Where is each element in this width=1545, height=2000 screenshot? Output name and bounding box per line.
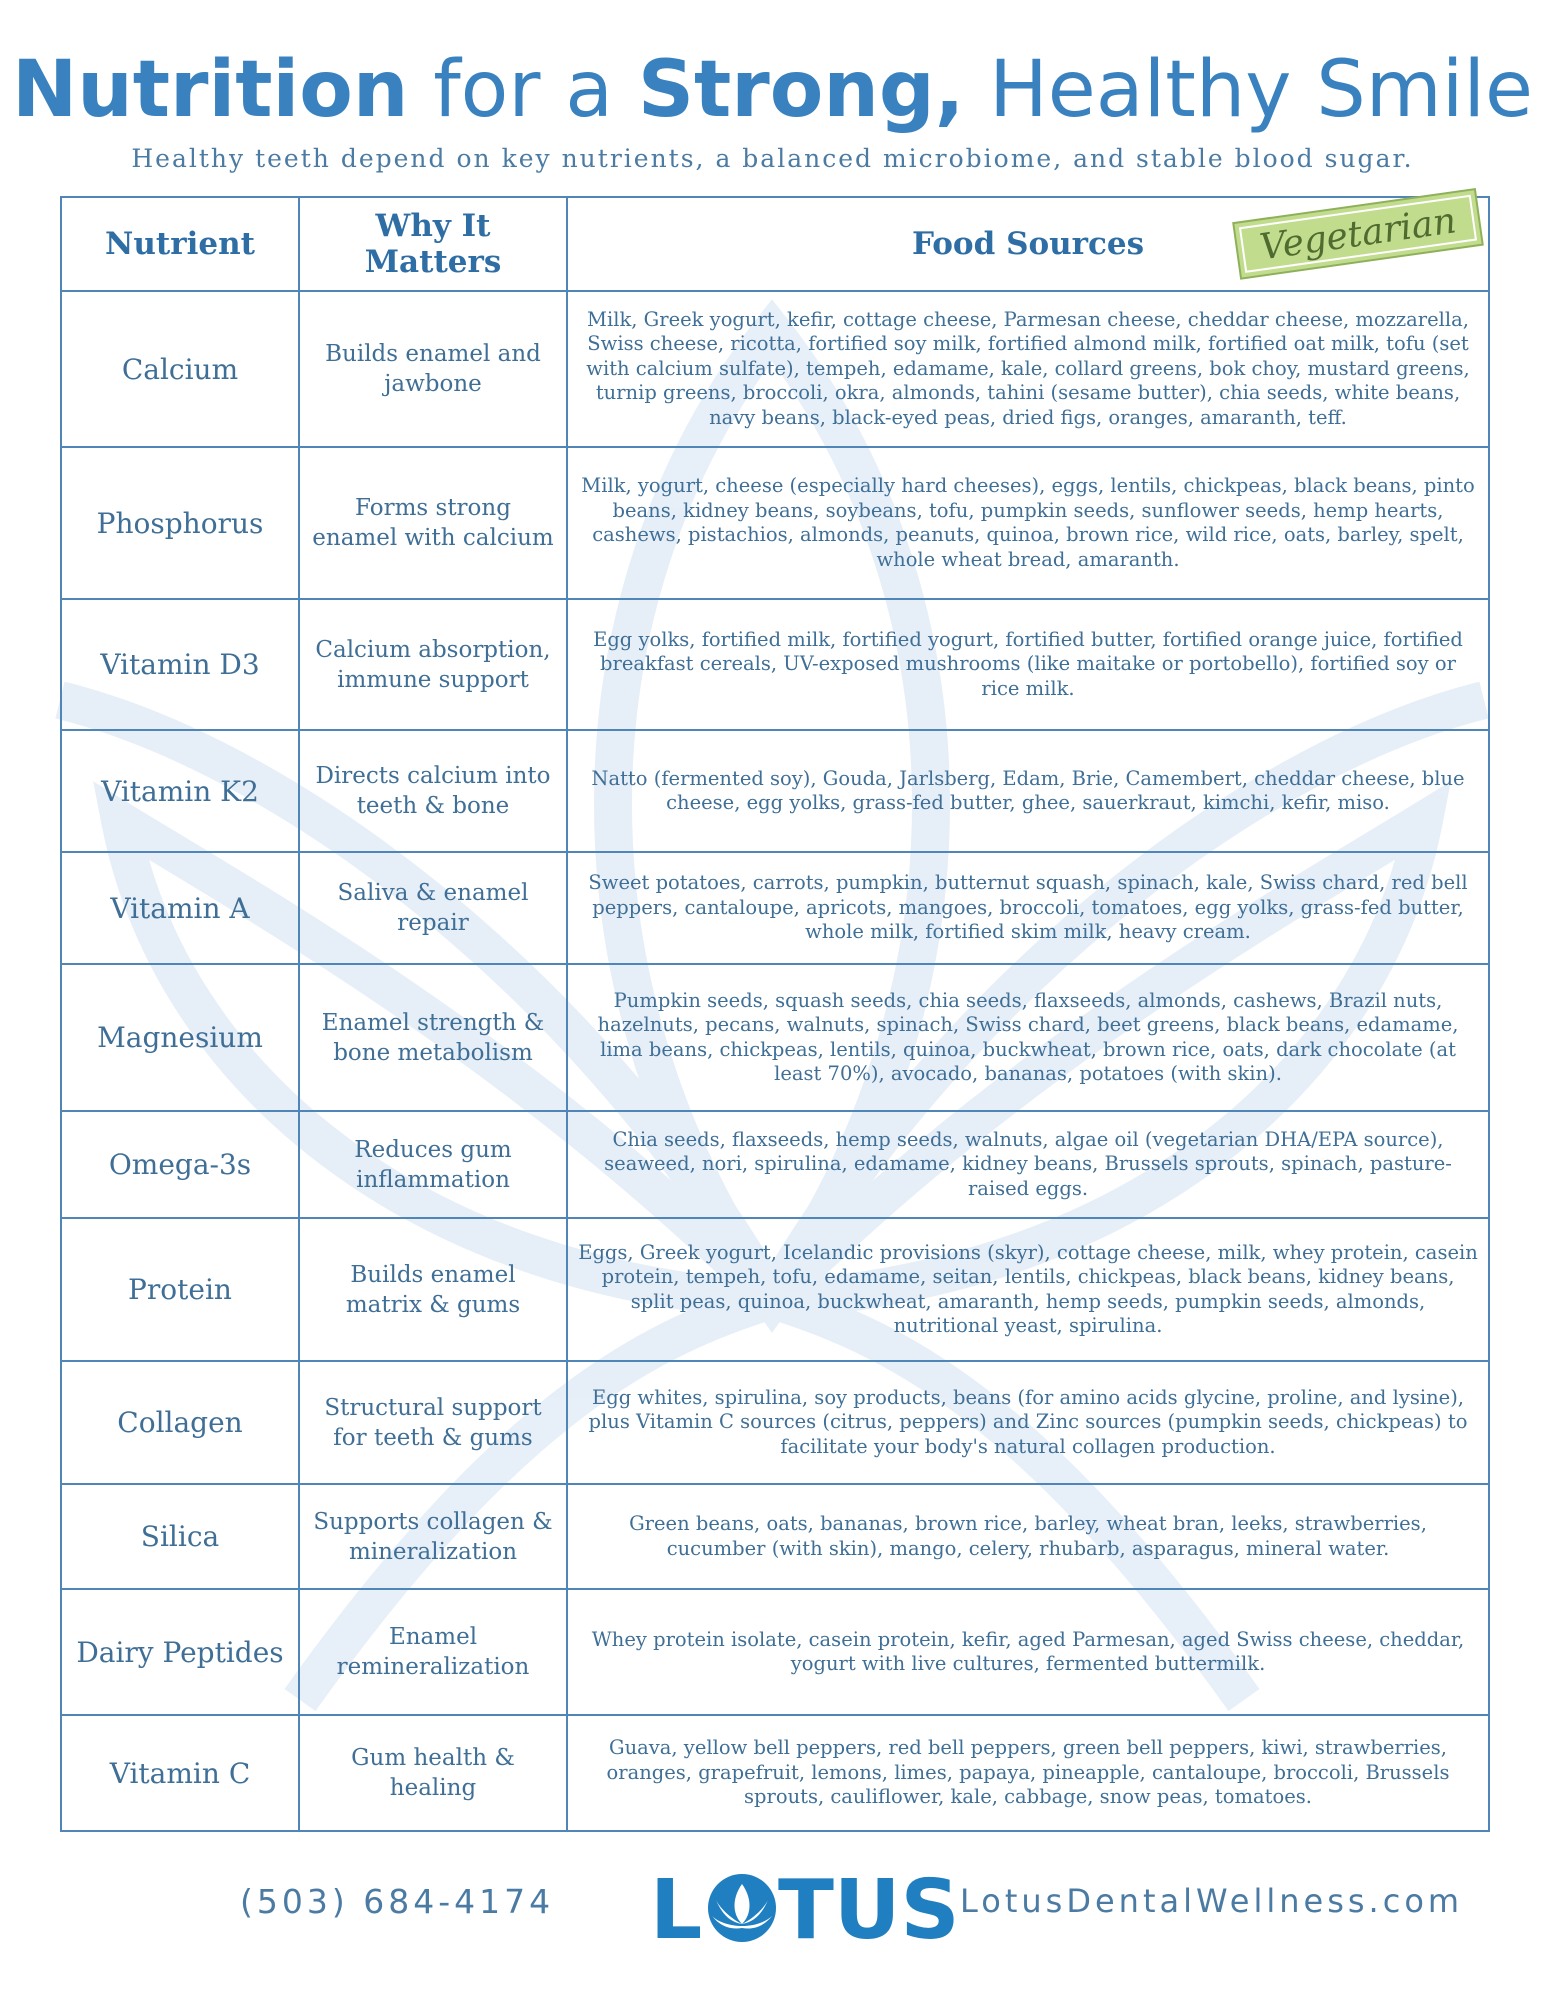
- why-it-matters-cell: Saliva & enamel repair: [299, 852, 567, 964]
- why-it-matters-cell: Forms strong enamel with calcium: [299, 447, 567, 599]
- title-word-healthy-smile: Healthy Smile: [989, 45, 1534, 135]
- lotus-logo: [650, 1862, 960, 1958]
- website-link[interactable]: LotusDentalWellness.com: [960, 1882, 1464, 1920]
- table-row: [61, 964, 1489, 1111]
- table-row: [61, 291, 1489, 447]
- title-word-nutrition: Nutrition: [11, 45, 409, 135]
- nutrient-cell: Vitamin K2: [61, 730, 299, 852]
- nutrient-cell: Magnesium: [61, 964, 299, 1111]
- nutrient-cell: Vitamin A: [61, 852, 299, 964]
- table-row: [61, 1589, 1489, 1715]
- table-row: [61, 1218, 1489, 1361]
- why-it-matters-cell: Gum health & healing: [299, 1715, 567, 1831]
- page-subtitle: Healthy teeth depend on key nutrients, a balanced microbiome, and stable blood sugar.: [131, 144, 1414, 173]
- nutrient-cell: Protein: [61, 1218, 299, 1361]
- table-row: [61, 1111, 1489, 1218]
- nutrient-cell: Vitamin D3: [61, 599, 299, 730]
- why-it-matters-cell: Enamel remineralization: [299, 1589, 567, 1715]
- food-sources-label: Food Sources: [911, 226, 1145, 262]
- nutrient-cell: Vitamin C: [61, 1715, 299, 1831]
- food-sources-cell: Chia seeds, flaxseeds, hemp seeds, walnuts, algae oil (vegetarian DHA/EPA source), seaweed, nori, spirulina, edamame, kidney beans, Brussels sprouts, spinach, pasture-raised eggs.: [567, 1111, 1489, 1218]
- table-row: [61, 447, 1489, 599]
- vegetarian-badge-text: Vegetarian: [1257, 200, 1459, 269]
- why-it-matters-cell: Enamel strength & bone metabolism: [299, 964, 567, 1111]
- food-sources-cell: Guava, yellow bell peppers, red bell peppers, green bell peppers, kiwi, strawberries, oranges, grapefruit, lemons, limes, papaya, pineapple, cantaloupe, broccoli, Brussels sprouts, cauliflower, kale, cabbage, snow peas, tomatoes.: [567, 1715, 1489, 1831]
- page-footer: [0, 1862, 1545, 1958]
- table-row: [61, 730, 1489, 852]
- food-sources-cell: Green beans, oats, bananas, brown rice, barley, wheat bran, leeks, strawberries, cucumber (with skin), mango, celery, rhubarb, asparagus, mineral water.: [567, 1484, 1489, 1589]
- table-row: [61, 599, 1489, 730]
- title-word-for-a: for a: [433, 45, 614, 135]
- title-word-strong: Strong,: [637, 45, 965, 135]
- page-title: [0, 40, 1545, 140]
- food-sources-cell: Milk, Greek yogurt, kefir, cottage cheese, Parmesan cheese, cheddar cheese, mozzarella, Swiss cheese, ricotta, fortified soy milk, fortified almond milk, fortified oat milk, tofu (set with calcium sulfate), tempeh, edamame, kale, collard greens, bok choy, mustard greens, turnip greens, broccoli, okra, almonds, tahini (sesame butter), chia seeds, white beans, navy beans, black-eyed peas, dried figs, oranges, amaranth, teff.: [567, 291, 1489, 447]
- column-header-nutrient: Nutrient: [61, 197, 299, 291]
- food-sources-cell: Pumpkin seeds, squash seeds, chia seeds, flaxseeds, almonds, cashews, Brazil nuts, hazelnuts, pecans, walnuts, spinach, Swiss chard, beet greens, black beans, edamame, lima beans, chickpeas, lentils, quinoa, buckwheat, brown rice, oats, dark chocolate (at least 70%), avocado, bananas, potatoes (with skin).: [567, 964, 1489, 1111]
- nutrient-cell: Calcium: [61, 291, 299, 447]
- nutrient-cell: Silica: [61, 1484, 299, 1589]
- logo-letter-l: L: [650, 1863, 703, 1958]
- phone-number[interactable]: (503) 684-4174: [240, 1882, 555, 1921]
- food-sources-cell: Egg whites, spirulina, soy products, beans (for amino acids glycine, proline, and lysine), plus Vitamin C sources (citrus, peppers) and Zinc sources (pumpkin seeds, chickpeas) to facilitate your body's natural collagen production.: [567, 1361, 1489, 1484]
- page-header: [0, 40, 1545, 173]
- food-sources-cell: Eggs, Greek yogurt, Icelandic provisions (skyr), cottage cheese, milk, whey protein, casein protein, tempeh, tofu, edamame, seitan, lentils, chickpeas, black beans, kidney beans, split peas, quinoa, buckwheat, amaranth, hemp seeds, pumpkin seeds, almonds, nutritional yeast, spirulina.: [567, 1218, 1489, 1361]
- nutrient-cell: Phosphorus: [61, 447, 299, 599]
- food-sources-cell: Sweet potatoes, carrots, pumpkin, butternut squash, spinach, kale, Swiss chard, red bell peppers, cantaloupe, apricots, mangoes, broccoli, tomatoes, egg yolks, grass-fed butter, whole milk, fortified skim milk, heavy cream.: [567, 852, 1489, 964]
- why-it-matters-cell: Builds enamel matrix & gums: [299, 1218, 567, 1361]
- why-it-matters-cell: Directs calcium into teeth & bone: [299, 730, 567, 852]
- why-it-matters-cell: Calcium absorption, immune support: [299, 599, 567, 730]
- why-it-matters-cell: Structural support for teeth & gums: [299, 1361, 567, 1484]
- food-sources-cell: Whey protein isolate, casein protein, kefir, aged Parmesan, aged Swiss cheese, cheddar, yogurt with live cultures, fermented buttermilk.: [567, 1589, 1489, 1715]
- food-sources-cell: Natto (fermented soy), Gouda, Jarlsberg, Edam, Brie, Camembert, cheddar cheese, blue cheese, egg yolks, grass-fed butter, ghee, sauerkraut, kimchi, kefir, miso.: [567, 730, 1489, 852]
- nutrition-table: [60, 196, 1490, 1832]
- table-row: [61, 1361, 1489, 1484]
- lotus-flower-icon: [708, 1874, 776, 1942]
- nutrient-cell: Omega-3s: [61, 1111, 299, 1218]
- why-it-matters-cell: Reduces gum inflammation: [299, 1111, 567, 1218]
- table-row: [61, 852, 1489, 964]
- why-it-matters-cell: Builds enamel and jawbone: [299, 291, 567, 447]
- table-row: [61, 1484, 1489, 1589]
- why-it-matters-cell: Supports collagen & mineralization: [299, 1484, 567, 1589]
- nutrient-cell: Dairy Peptides: [61, 1589, 299, 1715]
- nutrient-cell: Collagen: [61, 1361, 299, 1484]
- food-sources-cell: Milk, yogurt, cheese (especially hard cheeses), eggs, lentils, chickpeas, black beans, pinto beans, kidney beans, soybeans, tofu, pumpkin seeds, sunflower seeds, hemp hearts, cashews, pistachios, almonds, peanuts, quinoa, brown rice, wild rice, oats, barley, spelt, whole wheat bread, amaranth.: [567, 447, 1489, 599]
- column-header-why: Why It Matters: [299, 197, 567, 291]
- logo-letters-tus: TUS: [778, 1863, 960, 1958]
- table-row: [61, 1715, 1489, 1831]
- vegetarian-badge: [1222, 186, 1492, 282]
- food-sources-cell: Egg yolks, fortified milk, fortified yogurt, fortified butter, fortified orange juice, fortified breakfast cereals, UV-exposed mushrooms (like maitake or portobello), fortified soy or rice milk.: [567, 599, 1489, 730]
